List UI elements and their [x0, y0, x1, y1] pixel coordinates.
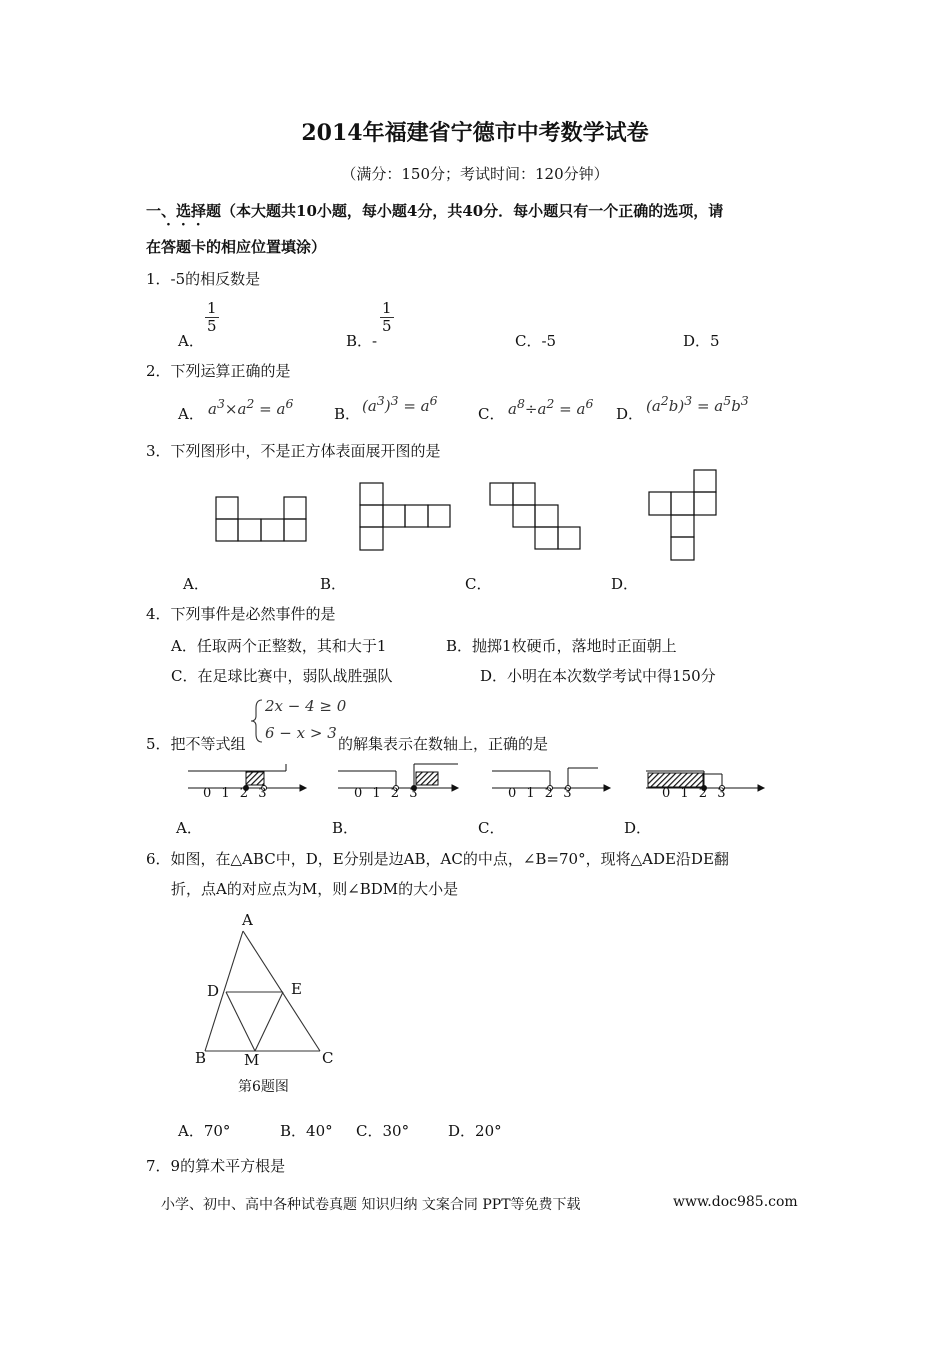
figure-caption: 第6题图: [238, 1079, 289, 1095]
q1-b-label: B．-: [346, 332, 378, 350]
q6-stem-line1: 6．如图，在△ABC中，D，E分别是边AB，AC的中点，∠B=70°，现将△ADE沿DE翻: [146, 850, 729, 868]
q5-label-a: A．: [176, 819, 202, 837]
q4-option-c: C．在足球比赛中，弱队战胜强队: [171, 667, 393, 685]
section-heading-line2: 在答题卡的相应位置填涂）: [146, 238, 327, 256]
q3-label-a: A．: [183, 575, 209, 593]
q2-b-label: B．: [334, 405, 361, 423]
q6-option-a: A．70°: [178, 1122, 231, 1140]
q1-a-den: 5: [207, 317, 217, 335]
page-title: 2014年福建省宁德市中考数学试卷: [301, 120, 649, 146]
q1-b-den: 5: [382, 317, 392, 335]
point-m-label: M: [244, 1051, 260, 1069]
q6-option-d: D．20°: [448, 1122, 502, 1140]
q6-stem-line2: 折，点A的对应点为M，则∠BDM的大小是: [171, 880, 459, 898]
q5-ticks-b: 0 1 2 3: [354, 786, 421, 801]
q3-stem: 3．下列图形中，不是正方体表面展开图的是: [146, 442, 441, 460]
q4-option-a: A．任取两个正整数，其和大于1: [171, 637, 387, 655]
q2-a-label: A．: [178, 405, 204, 423]
q3-label-b: B．: [320, 575, 347, 593]
q2-c-label: C．: [478, 405, 505, 423]
q3-label-d: D．: [611, 575, 639, 593]
q2-b-expr: $(a^3)^3 = a^6$: [362, 393, 438, 415]
q1-b-num: 1: [382, 299, 392, 317]
q1-stem: 1．-5的相反数是: [146, 270, 261, 288]
exam-info: （满分：150分；考试时间：120分钟）: [341, 165, 609, 183]
point-a-label: A: [242, 911, 253, 929]
section-heading-line1: 一、选择题（本大题共10小题，每小题4分，共40分．每小题只有一个正确的选项，请: [146, 202, 724, 220]
footer-url[interactable]: www.doc985.com: [673, 1194, 798, 1210]
q4-option-d: D．小明在本次数学考试中得150分: [480, 667, 716, 685]
point-e-label: E: [291, 980, 302, 998]
q5-ticks-a: 0 1 2 3: [203, 786, 270, 801]
q5-stem-post: 的解集表示在数轴上，正确的是: [338, 735, 549, 753]
q3-label-c: C．: [465, 575, 492, 593]
q2-stem: 2．下列运算正确的是: [146, 362, 291, 380]
q1-a-num: 1: [207, 299, 217, 317]
q2-d-label: D．: [616, 405, 644, 423]
q5-ineq-1: 2x − 4 ≥ 0: [265, 697, 347, 715]
q5-ticks-c: 0 1 2 3: [508, 786, 575, 801]
q5-label-c: C．: [478, 819, 505, 837]
q1-a-label: A．: [178, 332, 204, 350]
emphasis-dots: ···: [166, 217, 211, 233]
point-c-label: C: [322, 1049, 334, 1067]
q4-stem: 4．下列事件是必然事件的是: [146, 605, 336, 623]
q5-label-b: B．: [332, 819, 359, 837]
q1-option-c: C．-5: [515, 332, 557, 350]
point-b-label: B: [195, 1049, 207, 1067]
q2-a-expr: $a^3\times a^2 = a^6$: [208, 396, 294, 418]
q1-option-d: D．5: [683, 332, 720, 350]
q2-d-expr: $(a^2b)^3 = a^5b^3$: [646, 393, 749, 415]
footer-text: 小学、初中、高中各种试卷真题 知识归纳 文案合同 PPT等免费下载: [161, 1197, 581, 1213]
q2-c-expr: $a^8\div a^2 = a^6$: [508, 396, 594, 418]
q7-stem: 7．9的算术平方根是: [146, 1157, 286, 1175]
q5-stem-pre: 5．把不等式组: [146, 735, 246, 753]
q4-option-b: B．抛掷1枚硬币，落地时正面朝上: [446, 637, 677, 655]
q5-ineq-2: 6 − x > 3: [265, 724, 337, 742]
q6-option-c: C．30°: [356, 1122, 410, 1140]
q5-ticks-d: 0 1 2 3: [662, 786, 729, 801]
q5-label-d: D．: [624, 819, 652, 837]
point-d-label: D: [207, 982, 220, 1000]
q6-option-b: B．40°: [280, 1122, 333, 1140]
